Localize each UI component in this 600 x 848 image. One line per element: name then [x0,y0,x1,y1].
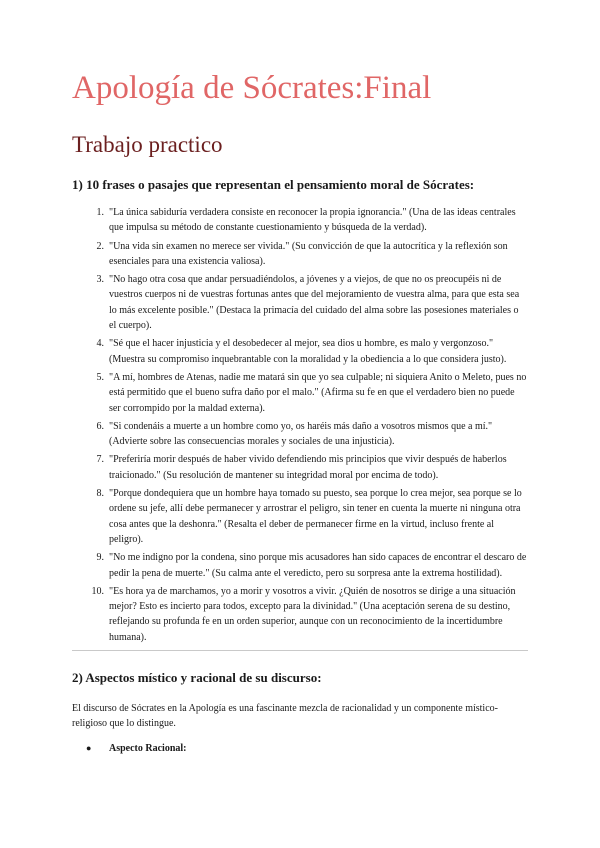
list-item-text: "Una vida sin examen no merece ser vivida." (Su convicción de que la autocrítica y la reflexión son esenciales para una existencia valiosa). [109,240,508,267]
quote-list [72,205,528,648]
list-item-number: 5. [96,371,104,383]
section-2-paragraph: El discurso de Sócrates en la Apología es una fascinante mezcla de racionalidad y un componente místico-religioso que lo distingue. [72,703,498,730]
list-item-number: 10. [91,585,104,597]
list-item [72,550,528,581]
list-item-text: "La única sabiduría verdadera consiste en reconocer la propia ignorancia." (Una de las ideas centrales que impulsa su método de constante cuestionamiento y búsqueda de la verdad). [109,207,516,234]
list-item [72,486,528,547]
list-item-text: "Preferiría morir después de haber vivido defendiendo mis principios que vivir después de haberlos traicionado." (Su resolución de mantener su integridad moral por encima de todo). [109,454,507,481]
list-item-number: 3. [96,274,104,286]
list-item [72,419,528,450]
list-item-text: "Es hora ya de marchamos, yo a morir y vosotros a vivir. ¿Quién de nosotros se dirige a una situación mejor? Esto es incierto para todos, excepto para la divinidad." (Una aceptación serena de su destino, reflejando su profunda fe en un orden superior, aunque con un reconocimiento de la incertidumbre humana). [109,585,516,643]
list-item-number: 6. [96,420,104,432]
bullet-label: Aspecto Racional: [109,743,187,754]
list-item [72,370,528,416]
section-divider [72,650,528,651]
list-item-text: "No me indigno por la condena, sino porque mis acusadores han sido capaces de encontrar el descaro de pedir la pena de muerte." (Su calma ante el veredicto, pero su sorpresa ante la extrema hostilidad). [109,552,527,579]
document-subtitle: Trabajo practico [72,132,223,157]
document-title: Apología de Sócrates:Final [72,70,432,106]
bullet-dot-icon: ● [86,743,92,753]
list-item-text: "Sé que el hacer injusticia y el desobedecer al mejor, sea dios u hombre, es malo y vergonzoso." (Muestra su compromiso inquebrantable con la moralidad y la obediencia a lo que considera justo). [109,338,507,365]
list-item-text: "No hago otra cosa que andar persuadiéndolos, a jóvenes y a viejos, de que no os preocupéis ni de vuestros cuerpos ni de vuestras fortunas antes que del mejoramiento de vuestra alma, para que esta sea lo más excelente posible." (Destaca la primacía del cuidado del alma sobre las posesiones materiales o el cuerpo). [109,274,520,332]
list-item-number: 2. [96,240,104,252]
list-item [72,272,528,333]
list-item-text: "Porque dondequiera que un hombre haya tomado su puesto, sea porque lo crea mejor, sea porque se lo ordene su jefe, allí debe permanecer y arrostrar el peligro, sin tener en cuenta la muerte ni ninguna otra cosa antes que la deshonra." (Resalta el deber de permanecer firme en la virtud, incluso frente al peligro). [109,488,522,545]
list-item [72,336,528,367]
list-item [72,205,528,236]
list-item-text: "Si condenáis a muerte a un hombre como yo, os haréis más daño a vosotros mismos que a mí." (Advierte sobre las consecuencias morales y sociales de una injusticia). [109,420,493,448]
list-item [72,452,528,483]
section-1-heading: 1) 10 frases o pasajes que representan el pensamiento moral de Sócrates: [72,177,475,192]
list-item [72,584,528,645]
list-item-number: 1. [96,207,104,218]
list-item-number: 4. [96,338,104,350]
list-item-number: 8. [96,488,104,500]
section-2-heading: 2) Aspectos místico y racional de su discurso: [72,670,322,685]
list-item-number: 9. [96,552,104,564]
list-item-number: 7. [96,454,104,466]
list-item [72,239,528,270]
list-item-text: "A mí, hombres de Atenas, nadie me matará sin que yo sea culpable; ni siquiera Anito o Meleto, pues no está permitido que el bueno sufra daño por el malo." (Afirma su fe en que el verdadero bien no puede ser corrompido por la maldad externa). [109,371,527,414]
